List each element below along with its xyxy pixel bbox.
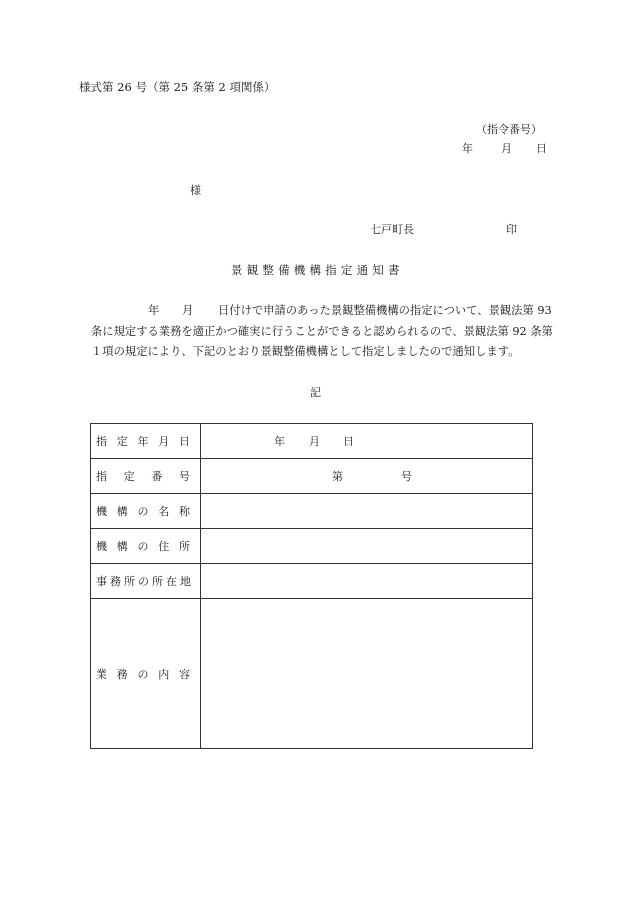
seal-mark: 印 — [506, 223, 517, 236]
body-text-line-3: １項の規定により、下記のとおり景観整備機構として指定しましたので通知します。 — [91, 345, 520, 358]
label-char: 称 — [179, 505, 190, 518]
label-char: 容 — [179, 667, 190, 681]
value-year: 年 — [274, 435, 285, 448]
label-char: 年 — [137, 435, 149, 448]
value-designation-number[interactable] — [201, 459, 533, 494]
label-char: 住 — [158, 540, 170, 553]
label-char: 所 — [179, 540, 190, 553]
label-char: 構 — [116, 540, 128, 553]
label-char: 機 — [96, 540, 107, 553]
label-char: 地 — [180, 575, 191, 588]
label-char: 機 — [96, 505, 107, 518]
label-business-content — [91, 599, 201, 749]
label-char: の — [137, 505, 149, 518]
value-office-location[interactable] — [201, 564, 533, 599]
label-char: 指 — [96, 470, 107, 483]
label-char: の — [137, 540, 149, 553]
table-row-office-location — [91, 564, 533, 599]
value-month: 月 — [309, 435, 320, 448]
label-org-name — [91, 494, 201, 529]
label-char: 指 — [96, 435, 107, 448]
value-org-address[interactable] — [201, 529, 533, 564]
value-go: 号 — [401, 470, 412, 483]
reference-number-label: （指令番号） — [476, 123, 542, 136]
body-text-line-1 — [148, 305, 552, 316]
table-row-designation-number — [91, 459, 533, 494]
value-designation-date[interactable] — [201, 424, 533, 459]
table-row-org-name — [91, 494, 533, 529]
label-designation-date — [91, 424, 201, 459]
date-month-label: 月 — [501, 142, 512, 155]
label-office-location — [91, 564, 201, 599]
body-month-label: 月 — [182, 304, 194, 317]
label-designation-number — [91, 459, 201, 494]
date-year-label: 年 — [462, 142, 473, 155]
label-char: 番 — [151, 470, 163, 483]
label-char: の — [137, 667, 149, 681]
label-char: 号 — [178, 470, 190, 483]
body-line1-rest: 日付けで申請のあった景観整備機構の指定について、景観法第 93 — [218, 304, 552, 317]
document-title: 景観整備機構指定通知書 — [231, 263, 404, 277]
label-char: 在 — [166, 575, 177, 588]
label-char: 所 — [152, 575, 163, 588]
label-char: 事 — [96, 575, 107, 588]
label-org-address — [91, 529, 201, 564]
label-char: 所 — [124, 575, 135, 588]
value-org-name[interactable] — [201, 494, 533, 529]
table-row-business-content — [91, 599, 533, 749]
value-dai: 第 — [332, 470, 343, 483]
designation-table — [90, 423, 533, 749]
table-row-org-address — [91, 529, 533, 564]
record-heading: 記 — [310, 386, 321, 399]
value-day: 日 — [343, 435, 354, 448]
value-business-content[interactable] — [201, 599, 533, 749]
form-number: 様式第 26 号（第 25 条第 2 項関係） — [79, 80, 276, 94]
label-char: 名 — [158, 505, 170, 518]
issue-date — [462, 143, 547, 154]
label-char: の — [138, 575, 149, 588]
date-day-label: 日 — [536, 142, 547, 155]
label-char: 月 — [158, 435, 170, 448]
body-year-label: 年 — [148, 304, 160, 317]
issuer-name: 七戸町長 — [370, 223, 414, 236]
label-char: 業 — [96, 667, 107, 681]
label-char: 内 — [158, 667, 170, 681]
label-char: 務 — [110, 575, 121, 588]
label-char: 構 — [116, 505, 128, 518]
body-text-line-2: 条に規定する業務を適正かつ確実に行うことができると認められるので、景観法第 92 条第 — [91, 325, 553, 338]
label-char: 定 — [123, 470, 135, 483]
table-row-designation-date — [91, 424, 533, 459]
addressee-suffix: 様 — [190, 184, 201, 197]
label-char: 定 — [116, 435, 128, 448]
label-char: 日 — [179, 435, 190, 448]
label-char: 務 — [116, 667, 128, 681]
